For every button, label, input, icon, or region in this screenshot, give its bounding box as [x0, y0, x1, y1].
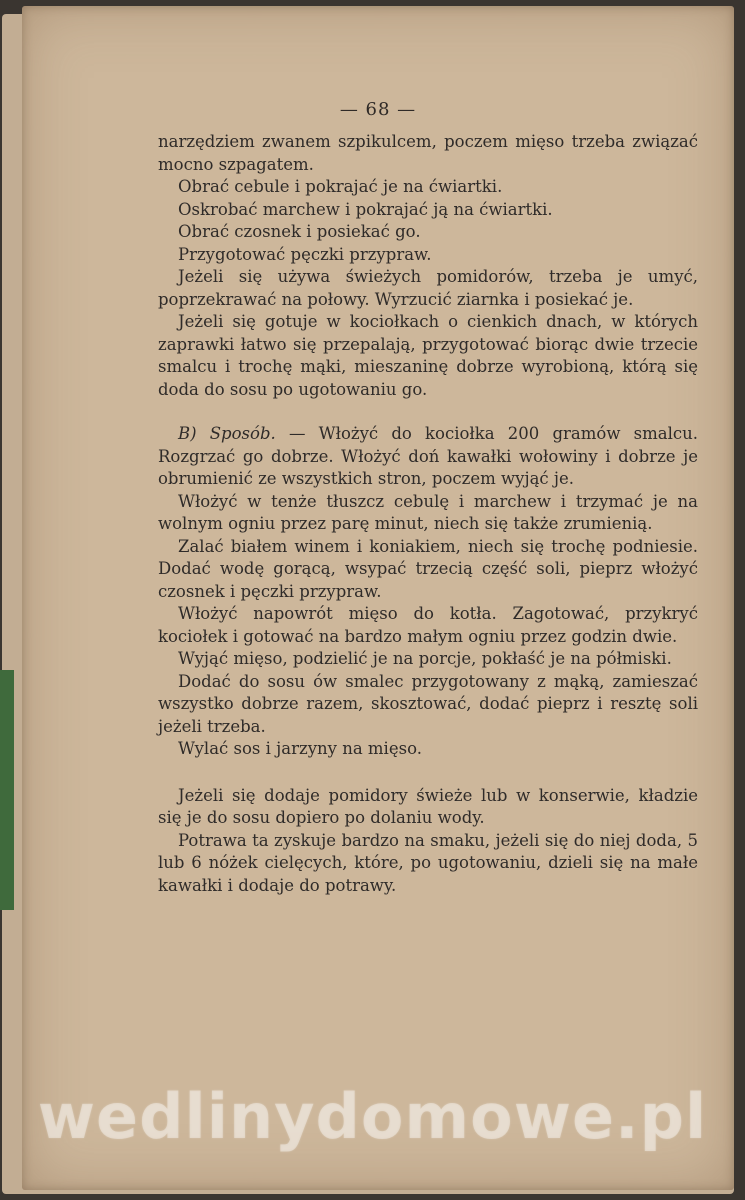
- paragraph-spacer: [158, 401, 698, 423]
- green-cover-edge: [0, 670, 14, 910]
- paragraph-spacer: [158, 761, 698, 785]
- page-text: [158, 131, 698, 897]
- paragraph: Włożyć napowrót mięso do kotła. Zagotować, przykryć kociołek i gotować na bardzo małym ogniu przez godzin dwie.: [158, 604, 698, 646]
- paragraph: Jeżeli się gotuje w kociołkach o cienkich dnach, w których zaprawki łatwo się przepalają, przygotować biorąc dwie trzecie smalcu i trochę mąki, mieszaninę dobrze wyrobioną, którą się doda do sosu po ugotowaniu go.: [158, 312, 698, 399]
- page-number: — 68 —: [339, 99, 417, 120]
- paragraph: Wylać sos i jarzyny na mięso.: [178, 739, 422, 758]
- paragraph: Wyjąć mięso, podzielić je na porcje, pokłaść je na półmiski.: [178, 649, 672, 668]
- paragraph: Zalać białem winem i koniakiem, niech się trochę podniesie. Dodać wodę gorącą, wsypać trzecią część soli, pieprz włożyć czosnek i pęczki przypraw.: [158, 536, 698, 601]
- method-paragraph: [158, 423, 698, 491]
- paragraph: Obrać cebule i pokrajać je na ćwiartki.: [178, 177, 503, 196]
- note-paragraph: Jeżeli się dodaje pomidory świeże lub w konserwie, kładzie się je do sosu dopiero po dolaniu wody.: [158, 785, 698, 827]
- paragraph: Dodać do sosu ów smalec przygotowany z mąką, zamieszać wszystko dobrze razem, skosztować, dodać pieprz i resztę soli jeżeli trzeba.: [158, 671, 698, 736]
- paragraph: narzędziem zwanem szpikulcem, poczem mięso trzeba związać mocno szpagatem.: [158, 132, 698, 174]
- watermark: wedlinydomowe.pl: [37, 1080, 708, 1153]
- method-label: B) Sposób.: [178, 424, 276, 443]
- paragraph: Obrać czosnek i posiekać go.: [178, 222, 421, 241]
- note-paragraph: Potrawa ta zyskuje bardzo na smaku, jeżeli się do niej doda, 5 lub 6 nóżek cielęcych, które, po ugotowaniu, dzieli się na małe kawałki i dodaje do potrawy.: [158, 830, 698, 895]
- paragraph: Włożyć w tenże tłuszcz cebulę i marchew i trzymać je na wolnym ogniu przez parę minut, niech się także zrumienią.: [158, 491, 698, 533]
- paragraph: Jeżeli się używa świeżych pomidorów, trzeba je umyć, poprzekrawać na połowy. Wyrzucić ziarnka i posiekać je.: [158, 267, 698, 309]
- method-text: — Włożyć do kociołka 200 gramów smalcu. Rozgrzać go dobrze. Włożyć doń kawałki wołowiny i dobrze je obrumienić ze wszystkich stron, poczem wyjąć je.: [158, 424, 698, 488]
- paragraph: Oskrobać marchew i pokrajać ją na ćwiartki.: [178, 199, 553, 219]
- paragraph: Przygotować pęczki przypraw.: [178, 244, 432, 264]
